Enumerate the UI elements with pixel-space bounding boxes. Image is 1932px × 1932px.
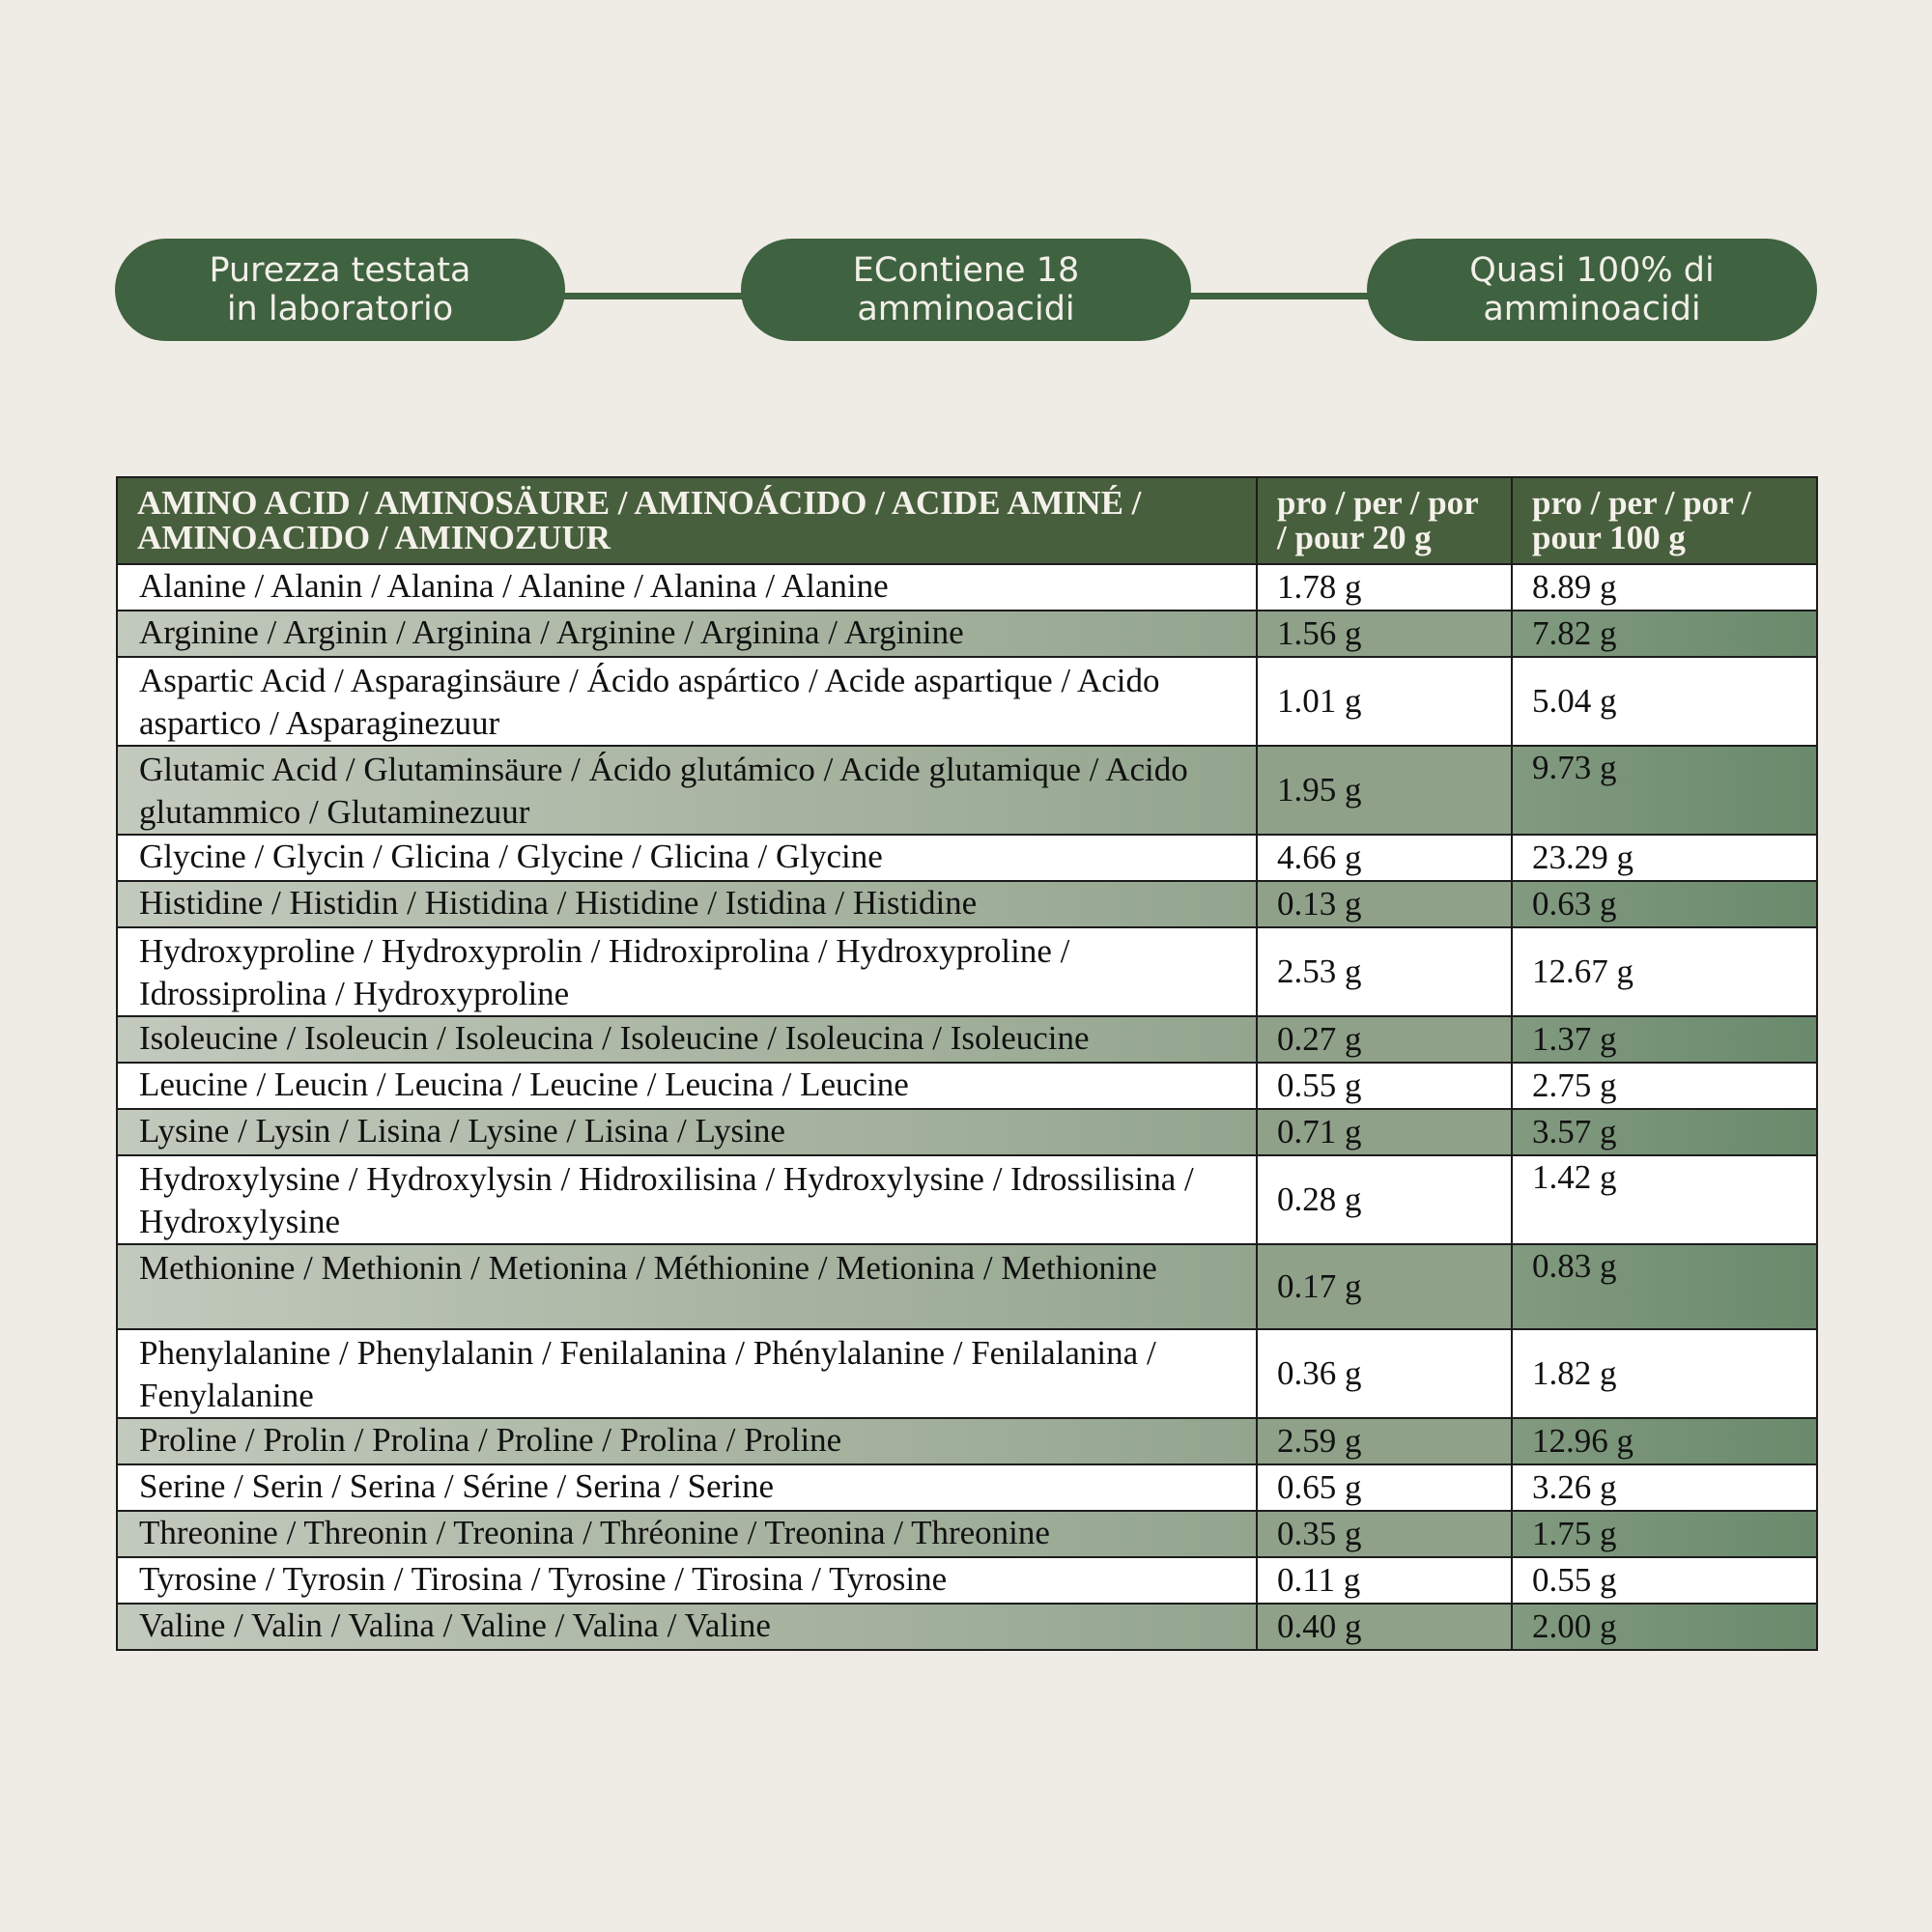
value-per-20g: 0.40 g — [1257, 1604, 1512, 1650]
value-per-20g: 0.13 g — [1257, 881, 1512, 927]
value-per-100g: 12.96 g — [1512, 1418, 1817, 1464]
amino-acid-name: Lysine / Lysin / Lisina / Lysine / Lisina / Lysine — [117, 1109, 1257, 1155]
value-per-100g: 0.83 g — [1512, 1244, 1817, 1329]
amino-acid-name: Serine / Serin / Serina / Sérine / Serina / Serine — [117, 1464, 1257, 1511]
value-per-20g: 0.28 g — [1257, 1155, 1512, 1244]
table-row — [117, 564, 1817, 611]
badge-18-amino-acids-line2: amminoacidi — [857, 290, 1075, 328]
amino-acid-name: Arginine / Arginin / Arginina / Arginine / Arginina / Arginine — [117, 611, 1257, 657]
table-row — [117, 746, 1817, 835]
value-per-100g: 1.42 g — [1512, 1155, 1817, 1244]
header-per-20g: pro / per / por / pour 20 g — [1257, 477, 1512, 564]
table-row — [117, 1244, 1817, 1329]
amino-acid-name: Hydroxyproline / Hydroxyprolin / Hidroxiprolina / Hydroxyproline / Idrossiprolina / Hydroxyproline — [117, 927, 1257, 1016]
value-per-20g: 0.17 g — [1257, 1244, 1512, 1329]
amino-acid-name: Phenylalanine / Phenylalanin / Fenilalanina / Phénylalanine / Fenilalanina / Fenylalanine — [117, 1329, 1257, 1418]
value-per-100g: 3.26 g — [1512, 1464, 1817, 1511]
table-row — [117, 1557, 1817, 1604]
value-per-100g: 0.55 g — [1512, 1557, 1817, 1604]
value-per-100g: 2.75 g — [1512, 1063, 1817, 1109]
table-row — [117, 1418, 1817, 1464]
amino-acid-table — [116, 476, 1818, 1651]
amino-acid-name: Glycine / Glycin / Glicina / Glycine / Glicina / Glycine — [117, 835, 1257, 881]
table-body — [117, 564, 1817, 1650]
badge-18-amino-acids-line1: EContiene 18 — [852, 251, 1080, 290]
value-per-20g: 1.56 g — [1257, 611, 1512, 657]
table-row — [117, 1109, 1817, 1155]
amino-acid-name: Leucine / Leucin / Leucina / Leucine / Leucina / Leucine — [117, 1063, 1257, 1109]
value-per-20g: 0.27 g — [1257, 1016, 1512, 1063]
badge-almost-100-percent — [1367, 239, 1817, 341]
value-per-20g: 4.66 g — [1257, 835, 1512, 881]
value-per-20g: 1.01 g — [1257, 657, 1512, 746]
badge-connector-right — [1188, 293, 1372, 299]
value-per-20g: 0.65 g — [1257, 1464, 1512, 1511]
table-row — [117, 835, 1817, 881]
table-row — [117, 1329, 1817, 1418]
feature-badges — [0, 0, 1932, 386]
value-per-100g: 2.00 g — [1512, 1604, 1817, 1650]
amino-acid-name: Isoleucine / Isoleucin / Isoleucina / Isoleucine / Isoleucina / Isoleucine — [117, 1016, 1257, 1063]
table-row — [117, 1155, 1817, 1244]
amino-acid-name: Aspartic Acid / Asparaginsäure / Ácido aspártico / Acide aspartique / Acido aspartico / Asparaginezuur — [117, 657, 1257, 746]
header-per-100g: pro / per / por / pour 100 g — [1512, 477, 1817, 564]
value-per-20g: 1.95 g — [1257, 746, 1512, 835]
value-per-100g: 7.82 g — [1512, 611, 1817, 657]
table-row — [117, 1063, 1817, 1109]
value-per-20g: 2.59 g — [1257, 1418, 1512, 1464]
value-per-20g: 0.36 g — [1257, 1329, 1512, 1418]
value-per-100g: 1.37 g — [1512, 1016, 1817, 1063]
amino-acid-name: Hydroxylysine / Hydroxylysin / Hidroxilisina / Hydroxylysine / Idrossilisina / Hydroxylysine — [117, 1155, 1257, 1244]
badge-connector-left — [560, 293, 744, 299]
badge-lab-tested-line1: Purezza testata — [209, 251, 471, 290]
amino-acid-name: Glutamic Acid / Glutaminsäure / Ácido glutámico / Acide glutamique / Acido glutammico / Glutaminezuur — [117, 746, 1257, 835]
header-amino-acid: AMINO ACID / AMINOSÄURE / AMINOÁCIDO / ACIDE AMINÉ / AMINOACIDO / AMINOZUUR — [117, 477, 1257, 564]
value-per-20g: 0.11 g — [1257, 1557, 1512, 1604]
badge-18-amino-acids — [741, 239, 1191, 341]
table-row — [117, 881, 1817, 927]
amino-acid-name: Valine / Valin / Valina / Valine / Valina / Valine — [117, 1604, 1257, 1650]
badge-almost-100-percent-line1: Quasi 100% di — [1469, 251, 1715, 290]
table-row — [117, 657, 1817, 746]
amino-acid-name: Methionine / Methionin / Metionina / Méthionine / Metionina / Methionine — [117, 1244, 1257, 1329]
value-per-100g: 3.57 g — [1512, 1109, 1817, 1155]
badge-lab-tested-line2: in laboratorio — [226, 290, 454, 328]
amino-acid-name: Threonine / Threonin / Treonina / Thréonine / Treonina / Threonine — [117, 1511, 1257, 1557]
value-per-20g: 2.53 g — [1257, 927, 1512, 1016]
value-per-100g: 9.73 g — [1512, 746, 1817, 835]
table-header-row — [117, 477, 1817, 564]
value-per-100g: 8.89 g — [1512, 564, 1817, 611]
value-per-100g: 23.29 g — [1512, 835, 1817, 881]
value-per-100g: 0.63 g — [1512, 881, 1817, 927]
table-row — [117, 927, 1817, 1016]
table-row — [117, 611, 1817, 657]
badge-lab-tested — [115, 239, 565, 341]
badge-almost-100-percent-line2: amminoacidi — [1483, 290, 1701, 328]
amino-acid-name: Tyrosine / Tyrosin / Tirosina / Tyrosine / Tirosina / Tyrosine — [117, 1557, 1257, 1604]
table-row — [117, 1464, 1817, 1511]
value-per-100g: 1.82 g — [1512, 1329, 1817, 1418]
value-per-20g: 0.35 g — [1257, 1511, 1512, 1557]
table-row — [117, 1604, 1817, 1650]
value-per-100g: 1.75 g — [1512, 1511, 1817, 1557]
table-row — [117, 1511, 1817, 1557]
value-per-20g: 0.55 g — [1257, 1063, 1512, 1109]
table-row — [117, 1016, 1817, 1063]
value-per-100g: 5.04 g — [1512, 657, 1817, 746]
amino-acid-name: Histidine / Histidin / Histidina / Histidine / Istidina / Histidine — [117, 881, 1257, 927]
value-per-100g: 12.67 g — [1512, 927, 1817, 1016]
value-per-20g: 1.78 g — [1257, 564, 1512, 611]
amino-acid-name: Alanine / Alanin / Alanina / Alanine / Alanina / Alanine — [117, 564, 1257, 611]
amino-acid-name: Proline / Prolin / Prolina / Proline / Prolina / Proline — [117, 1418, 1257, 1464]
value-per-20g: 0.71 g — [1257, 1109, 1512, 1155]
